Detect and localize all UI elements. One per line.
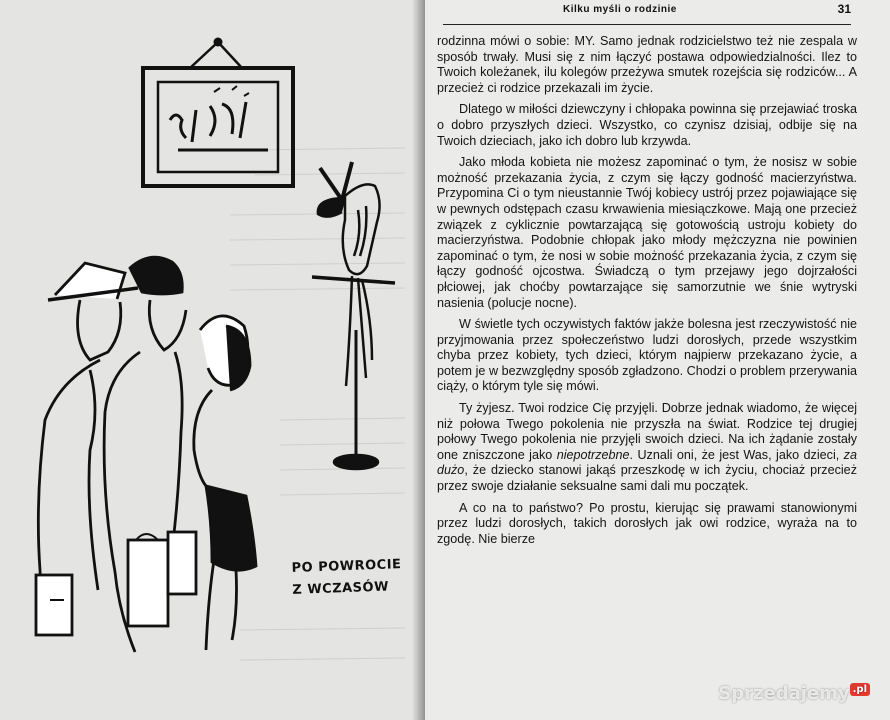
paragraph-5-part-2: . Uznali oni, że jest Was, jako dzieci, — [629, 447, 844, 462]
left-page — [0, 0, 425, 720]
watermark-logo — [718, 683, 870, 704]
page-number: 31 — [837, 2, 851, 16]
watermark-badge: .pl — [850, 683, 870, 696]
paragraph-2: Dlatego w miłości dziewczyny i chłopaka powinna się przejawiać troska o dobro przyszłych dzieci. Wszystko, co czynisz dzisiaj, odbije się na Twoich dzieciach, jako ich dobro lub krzywda. — [437, 102, 857, 148]
illustration-caption — [291, 554, 402, 602]
paragraph-4: W świetle tych oczywistych faktów jakże bolesna jest rzeczywistość nie przyjmowania przez społeczeństwo ludzi dorosłych, przede wszystkim chyba przez kobiety, tych dzieci, którym najpierw przekazano życie, a potem je w bezwzględny sposób zgładzono. Chodzi o problem przerywania ciąży, o którym tyle się mówi. — [437, 317, 857, 394]
parrot-illustration — [312, 162, 395, 469]
caption-line-1: PO POWROCIE — [291, 557, 402, 576]
emphasis-niepotrzebne: niepotrzebne — [556, 447, 630, 462]
paragraph-6: A co na to państwo? Po prostu, kierując się prawami stanowionymi przez ludzi dorosłych, takich dorosłych jak owi rodzice, wyraża na to zgodę. Nie bierze — [437, 500, 857, 546]
picture-frame — [143, 39, 293, 186]
paragraph-3: Jako młoda kobieta nie możesz zapominać o tym, że nosisz w sobie możność przekazania życia, z czym się łączy godność macierzyństwa. Przypomina Ci o tym nieustannie Twój kobiecy ustrój przez pojawiające się w pewnych odstępach czasu krwawienia miesiączkowe. Mają one przecież związek z cyklicznie powtarzającą się gotowością ustroju kobiety do macierzyństwa. Podobnie chłopak jako młody mężczyzna nie powinien zapominać o tym, że nosi w sobie możność przekazania życia, z czym się łączy godność ojcostwa. Świadczą o tym przejawy jego dojrzałości płciowej, jak choćby powtarzające się samorzutnie we śnie wytryski nasienia (polucje nocne). — [437, 155, 857, 310]
people-illustration — [36, 257, 256, 652]
running-head — [443, 0, 851, 25]
paragraph-5 — [437, 401, 857, 495]
body-text — [437, 34, 857, 553]
running-title: Kilku myśli o rodzinie — [563, 4, 677, 15]
paragraph-5-part-3: , że dziecko stanowi jakąś przeszkodę w ich życiu, chociaż przecież przez swoje działanie seksualne sami dali mu początek. — [437, 463, 857, 494]
right-page — [425, 0, 890, 720]
watermark-text: Sprzedajemy — [718, 683, 850, 704]
cartoon-illustration — [0, 0, 425, 720]
paragraph-5-part-1: Ty żyjesz. Twoi rodzice Cię przyjęli. Dobrze jednak wiadomo, że więcej niż połowa Twego pokolenia nie przyszła na świat. Rodzice tej drugiej połowy Twego pokolenia nie przyjęli swoich dzieci. Na ich żądanie zostały one zniszczone jako — [437, 401, 857, 462]
paragraph-1: rodzinna mówi o sobie: MY. Samo jednak rodzicielstwo też nie zespala w sposób trwały. Musi się z nim łączyć postawa odpowiedzialności. Ilez to Twoich koleżanek, ilu kolegów przeżywa smutek rozejścia się rodziców... A przecież ci rodzice przekazali im życie. — [437, 34, 857, 95]
emphasis-za-duzo: za dużo — [437, 447, 857, 478]
caption-line-2: Z WCZASÓW — [292, 579, 390, 598]
